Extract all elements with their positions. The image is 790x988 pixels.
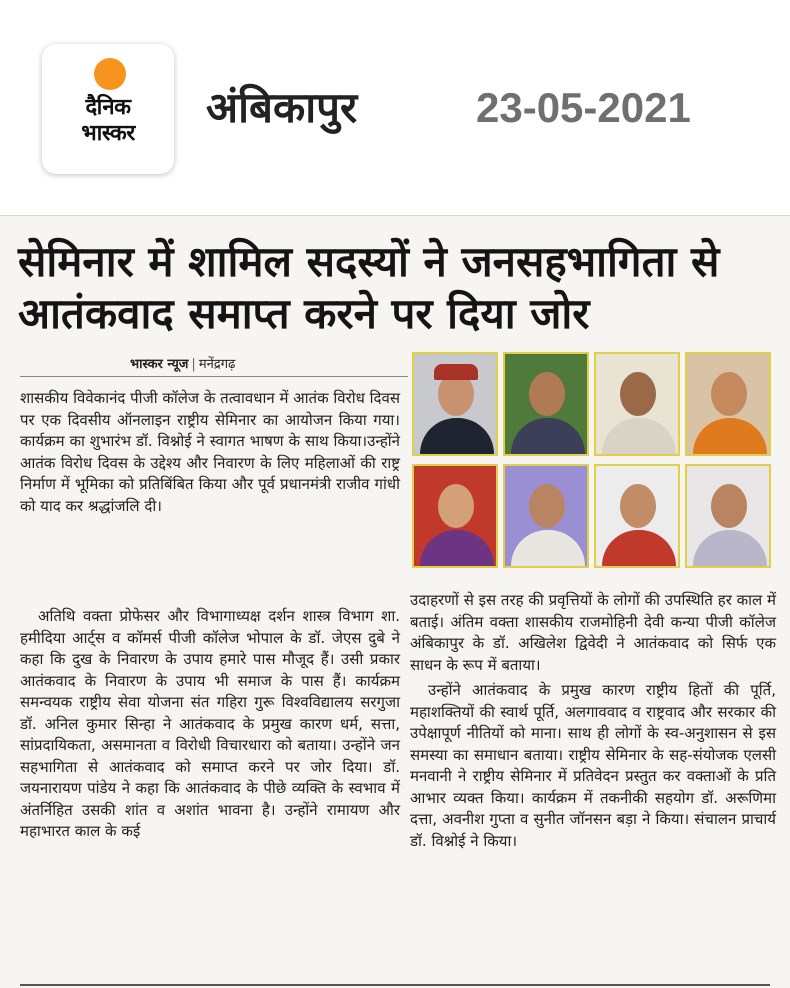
bottom-divider	[20, 984, 770, 986]
photo-person-head	[438, 484, 474, 528]
speaker-photo	[685, 352, 771, 456]
photo-person-cap	[434, 364, 478, 380]
photo-person-head	[711, 372, 747, 416]
byline	[130, 354, 235, 372]
photo-person-head	[529, 372, 565, 416]
dainik-bhaskar-logo	[42, 44, 174, 174]
speaker-photo	[412, 464, 498, 568]
logo-text-line2: भास्कर	[81, 121, 135, 146]
speaker-photo	[412, 352, 498, 456]
article-paragraph-2: अतिथि वक्ता प्रोफेसर और विभागाध्यक्ष दर्शन शास्त्र विभाग शा. हमीदिया आर्ट्स व कॉमर्स पीजी कॉलेज भोपाल के डॉ. जेएस दुबे ने कहा कि दुख के निवारण के उपाय हमारे पास मौजूद हैं। उसी प्रकार आतंकवाद के निवारण के उपाय भी समाज के पास हैं। कार्यक्रम समन्वयक राष्ट्रीय सेवा योजना संत गहिरा गुरू विश्वविद्यालय सरगुजा डॉ. अनिल कुमार सिन्हा ने आतंकवाद के प्रमुख कारण धर्म, सत्ता, सांप्रदायिकता, असमानता व विरोधी विचारधारा को बताया। उन्होंने जन सहभागिता से आतंकवाद को समाप्त करने पर जोर दिया। डॉ. जयनारायण पांडेय ने कहा कि आतंकवाद के पीछे व्यक्ति के स्वभाव में अंतर्निहित उसकी शांत व अशांत भावना है। उन्होंने रामायण और महाभारत काल के कई	[20, 607, 400, 840]
sun-icon	[94, 58, 126, 90]
byline-separator: |	[191, 357, 196, 372]
byline-divider	[20, 376, 408, 377]
logo-text-line1: दैनिक	[85, 95, 131, 120]
article-paragraph-4: उन्होंने आतंकवाद के प्रमुख कारण राष्ट्रीय हितों की पूर्ति, महाशक्तियों की स्वार्थ पूर्ति, अलगाववाद व राष्ट्रवाद और सरकार की उपेक्षापूर्ण नीतियों को माना। साथ ही लोगों के स्व-अनुशासन से इस समस्या का समाधान बताया। राष्ट्रीय सेमिनार के सह-संयोजक एलसी मनवानी ने राष्ट्रीय सेमिनार में प्रतिवेदन प्रस्तुत कर वक्ताओं के प्रति आभार व्यक्त किया। कार्यक्रम में तकनीकी सहयोग डॉ. अरूणिमा दत्ता, अवनीश गुप्ता व सुनीत जॉनसन बड़ा ने किया। संचालन प्राचार्य डॉ. विश्नोई ने किया।	[410, 681, 776, 850]
edition-city: अंबिकापुर	[206, 83, 358, 132]
photo-person-head	[711, 484, 747, 528]
article-paragraph-1: शासकीय विवेकानंद पीजी कॉलेज के तत्वावधान में आतंक विरोध दिवस पर एक दिवसीय ऑनलाइन राष्ट्रीय सेमिनार का आयोजन किया गया। कार्यक्रम का शुभारंभ डॉ. विश्नोई ने स्वागत भाषण के साथ किया।उन्होंने आतंक विरोध दिवस के उद्देश्य और निवारण के लिए महिलाओं की राष्ट्र निर्माण में भूमिका को प्रतिबिंबित किया और पूर्व प्रधानमंत्री राजीव गांधी को याद कर श्रद्धांजलि दी।	[20, 389, 400, 515]
photo-person-head	[529, 484, 565, 528]
speaker-photo	[503, 352, 589, 456]
photo-person-head	[620, 484, 656, 528]
speaker-photo-grid	[412, 352, 776, 582]
article-column-1b	[20, 606, 400, 978]
photo-person-head	[620, 372, 656, 416]
speaker-photo	[685, 464, 771, 568]
article-paragraph-3: उदाहरणों से इस तरह की प्रवृत्तियों के लोगों की उपस्थिति हर काल में बताई। अंतिम वक्ता शासकीय राजमोहिनी देवी कन्या पीजी कॉलेज अंबिकापुर के डॉ. अखिलेश द्विवेदी ने आतंकवाद को सिर्फ एक साधन के रूप में बताया।	[410, 591, 776, 674]
article-column-1a	[20, 388, 400, 598]
speaker-photo	[594, 464, 680, 568]
masthead	[0, 0, 790, 216]
byline-place: मनेंद्रगढ़	[198, 357, 236, 372]
article-headline: सेमिनार में शामिल सदस्यों ने जनसहभागिता से आतंकवाद समाप्त करने पर दिया जोर	[18, 237, 720, 338]
speaker-photo	[594, 352, 680, 456]
edition-date: 23-05-2021	[476, 84, 691, 131]
byline-source: भास्कर न्यूज	[130, 357, 189, 372]
article-column-2	[410, 590, 776, 980]
speaker-photo	[503, 464, 589, 568]
